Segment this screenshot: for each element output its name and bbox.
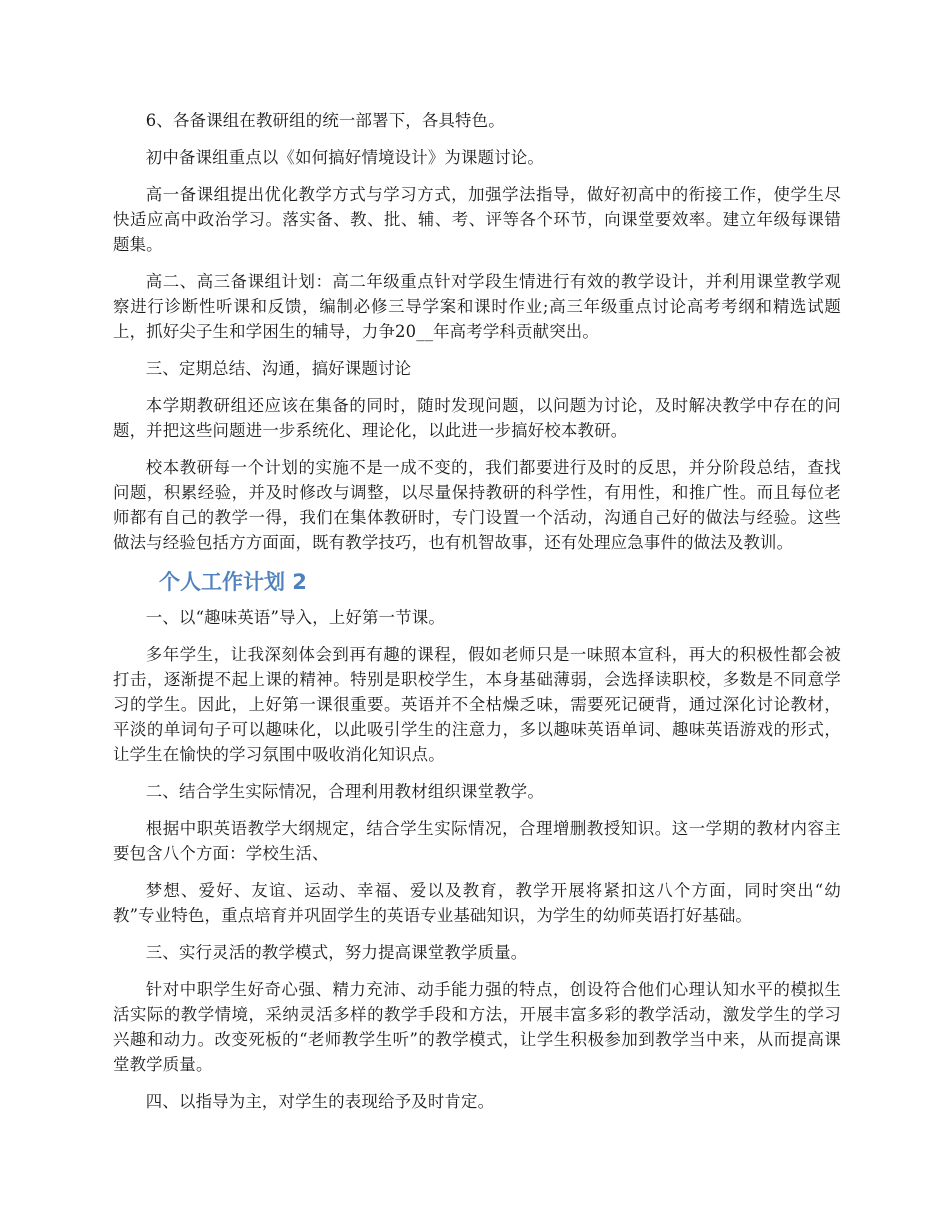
section-subheading: 一、以“趣味英语”导入，上好第一节课。 [145, 608, 445, 627]
paragraph: 初中备课组重点以《如何搞好情境设计》为课题讨论。 [145, 148, 544, 167]
section-heading: 个人工作计划 2 [159, 570, 307, 594]
section-subheading: 二、结合学生实际情况，合理利用教材组织课堂教学。 [145, 782, 544, 801]
paragraph: 针对中职学生好奇心强、精力充沛、动手能力强的特点，创设符合他们心理认知水平的模拟生活实际的教学情境，采纳灵活多样的教学手段和方法，开展丰富多彩的教学活动，激发学生的学习兴趣和动力。改变死板的“老师教学生听”的教学模式，让学生积极参加到教学当中来，从而提高课堂教学质量。 [113, 980, 841, 1074]
paragraph: 高二、高三备课组计划：高二年级重点针对学段生情进行有效的教学设计，并利用课堂教学观察进行诊断性听课和反馈，编制必修三导学案和课时作业;高三年级重点讨论高考考纲和精选试题上，抓好尖子生和学困生的辅导，力争20__年高考学科贡献突出。 [113, 272, 841, 341]
paragraph: 高一备课组提出优化教学方式与学习方式，加强学法指导，做好初高中的衔接工作，使学生尽快适应高中政治学习。落实备、教、批、辅、考、评等各个环节，向课堂要效率。建立年级每课错题集。 [113, 185, 841, 254]
paragraph: 6、各备课组在教研组的统一部署下，各具特色。 [145, 111, 505, 130]
section-subheading: 三、实行灵活的教学模式，努力提高课堂教学质量。 [145, 943, 528, 962]
section-subheading: 四、以指导为主，对学生的表现给予及时肯定。 [145, 1092, 495, 1111]
section-subheading: 三、定期总结、沟通，搞好课题讨论 [145, 359, 412, 378]
paragraph: 多年学生，让我深刻体会到再有趣的课程，假如老师只是一味照本宣科，再大的积极性都会被打击，逐渐提不起上课的精神。特别是职校学生，本身基础薄弱，会选择读职校，多数是不同意学习的学生。因此，上好第一课很重要。英语并不全枯燥乏味，需要死记硬背，通过深化讨论教材，平淡的单词句子可以趣味化，以此吸引学生的注意力，多以趣味英语单词、趣味英语游戏的形式，让学生在愉快的学习氛围中吸收消化知识点。 [113, 645, 841, 764]
paragraph: 校本教研每一个计划的实施不是一成不变的，我们都要进行及时的反思，并分阶段总结，查找问题，积累经验，并及时修改与调整，以尽量保持教研的科学性，有用性，和推广性。而且每位老师都有自己的教学一得，我们在集体教研时，专门设置一个活动，沟通自己好的做法与经验。这些做法与经验包括方方面面，既有教学技巧，也有机智故事，还有处理应急事件的做法及教训。 [113, 458, 841, 552]
paragraph: 梦想、爱好、友谊、运动、幸福、爱以及教育，教学开展将紧扣这八个方面，同时突出“幼教”专业特色，重点培育并巩固学生的英语专业基础知识，为学生的幼师英语打好基础。 [113, 881, 841, 925]
paragraph: 本学期教研组还应该在集备的同时，随时发现问题，以问题为讨论，及时解决教学中存在的问题，并把这些问题进一步系统化、理论化，以此进一步搞好校本教研。 [113, 396, 841, 440]
paragraph: 根据中职英语教学大纲规定，结合学生实际情况，合理增删教授知识。这一学期的教材内容主要包含八个方面：学校生活、 [113, 819, 841, 863]
document-page [113, 108, 841, 1126]
